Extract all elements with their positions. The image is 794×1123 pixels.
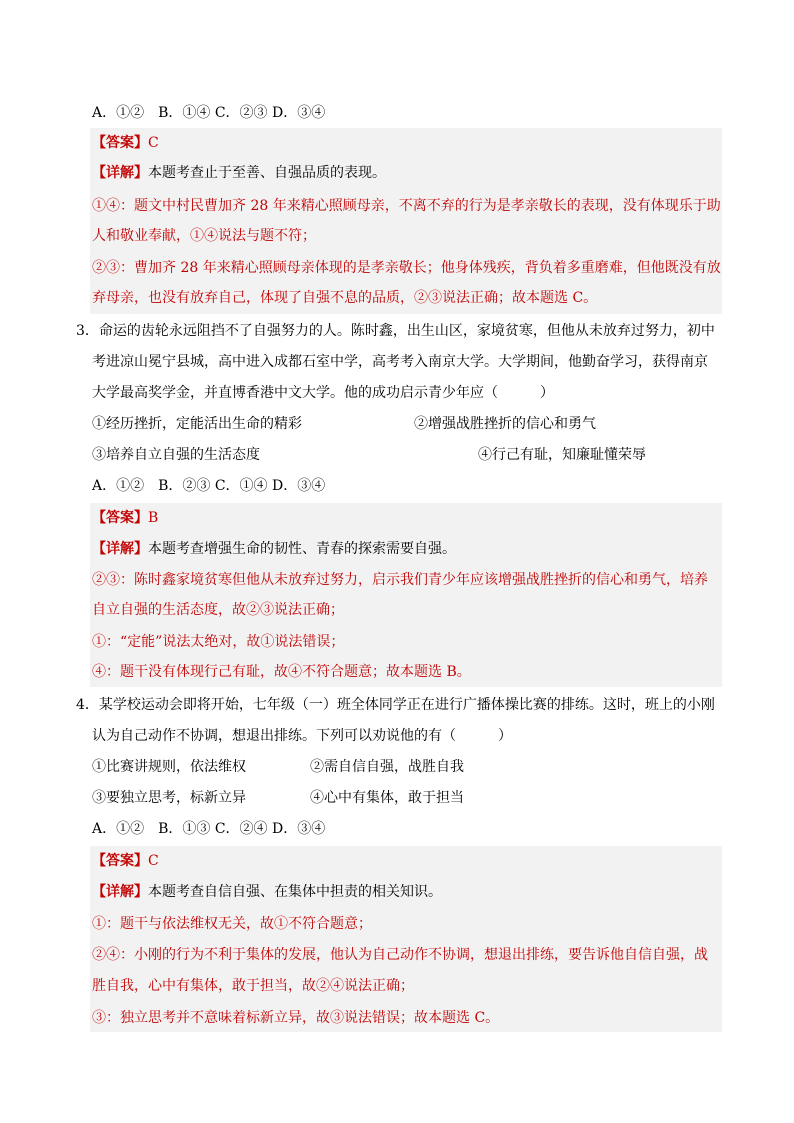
q4-option-3: ③要独立思考，标新立异 [92, 790, 246, 806]
q4-answer [92, 851, 159, 871]
q3-option-2: ②增强战胜挫折的信心和勇气 [414, 416, 596, 432]
q4-option-1: ①比赛讲规则，依法维权 [92, 759, 246, 775]
q2-explanation-2a: ②③：曹加齐 28 年来精心照顾母亲体现的是孝亲敬长；他身体残疾，背负着多重磨难，但他既没有放 [92, 260, 721, 276]
q4-explanation-2b: 胜自我，心中有集体，敢于担当，故②④说法正确； [92, 978, 414, 994]
answer-tag: 【答案】 [92, 853, 148, 869]
q3-explanation-3: ④：题干没有体现行己有耻，故④不符合题意；故本题选 B。 [92, 664, 471, 680]
q3-explanation-1b: 自立自强的生活态度，故②③说法正确； [92, 602, 344, 618]
q2-answer [92, 133, 159, 153]
detail-tag: 【详解】 [92, 541, 148, 557]
detail-intro: 本题考查增强生命的韧性、青春的探索需要自强。 [148, 541, 456, 557]
detail-tag: 【详解】 [92, 165, 148, 181]
q2-explanation-2b: 弃母亲，也没有放弃自己，体现了自强不息的品质，②③说法正确；故本题选 C。 [92, 290, 598, 306]
q4-number: 4． [76, 697, 99, 713]
detail-intro: 本题考查止于至善、自强品质的表现。 [148, 165, 386, 181]
answer-value: C [148, 853, 159, 869]
q4-explanation-1: ①：题干与依法维权无关，故①不符合题意； [92, 916, 372, 932]
q4-explanation-2a: ②④：小刚的行为不利于集体的发展，他认为自己动作不协调，想退出排练，要告诉他自信自强，战 [92, 947, 708, 963]
q2-options: A．①② B．①④ C．②③ D．③④ [92, 105, 326, 121]
detail-intro: 本题考查自信自强、在集体中担责的相关知识。 [148, 884, 442, 900]
q4-detail [92, 882, 442, 902]
q3-stem-line1: 3．命运的齿轮永远阻挡不了自强努力的人。陈时鑫，出生山区，家境贫寒，但他从未放弃过努力，初中 [76, 323, 715, 339]
q2-explanation-1a: ①④：题文中村民曹加齐 28 年来精心照顾母亲，不离不弃的行为是孝亲敬长的表现，没有体现乐于助 [92, 198, 721, 214]
answer-tag: 【答案】 [92, 135, 148, 151]
q4-option-4: ④心中有集体，敢于担当 [310, 790, 464, 806]
answer-value: B [148, 510, 159, 526]
q3-answer-block [90, 503, 722, 687]
q3-number: 3． [76, 323, 99, 339]
q4-stem-line1: 4．某学校运动会即将开始，七年级（一）班全体同学正在进行广播体操比赛的排练。这时，班上的小刚 [76, 697, 715, 713]
detail-tag: 【详解】 [92, 884, 148, 900]
q3-explanation-1a: ②③：陈时鑫家境贫寒但他从未放弃过努力，启示我们青少年应该增强战胜挫折的信心和勇气，培养 [92, 572, 708, 588]
q3-option-4: ④行己有耻，知廉耻懂荣辱 [478, 447, 646, 463]
q3-stem-line3: 大学最高奖学金，并直博香港中文大学。他的成功启示青少年应（ ） [92, 385, 554, 401]
q2-answer-block [90, 128, 722, 314]
q3-detail [92, 539, 456, 559]
q2-detail [92, 163, 386, 183]
q3-answer [92, 508, 158, 528]
q3-option-3: ③培养自立自强的生活态度 [92, 447, 260, 463]
q4-explanation-3: ③：独立思考并不意味着标新立异，故③说法错误；故本题选 C。 [92, 1010, 500, 1026]
answer-value: C [148, 135, 159, 151]
q4-option-2: ②需自信自强，战胜自我 [310, 759, 464, 775]
q2-explanation-1b: 人和敬业奉献，①④说法与题不符； [92, 228, 316, 244]
q3-explanation-2: ①：“定能”说法太绝对，故①说法错误； [92, 634, 345, 650]
q4-answer-block [90, 846, 722, 1032]
q3-stem-line2: 考进凉山冕宁县城，高中进入成都石室中学，高考考入南京大学。大学期间，他勤奋学习，获得南京 [92, 354, 708, 370]
q3-option-1: ①经历挫折，定能活出生命的精彩 [92, 416, 302, 432]
answer-tag: 【答案】 [92, 510, 148, 526]
q4-options: A．①② B．①③ C．②④ D．③④ [92, 821, 326, 837]
q3-options: A．①② B．②③ C．①④ D．③④ [92, 478, 326, 494]
q4-stem-line2: 认为自己动作不协调，想退出排练。下列可以劝说他的有（ ） [92, 728, 512, 744]
